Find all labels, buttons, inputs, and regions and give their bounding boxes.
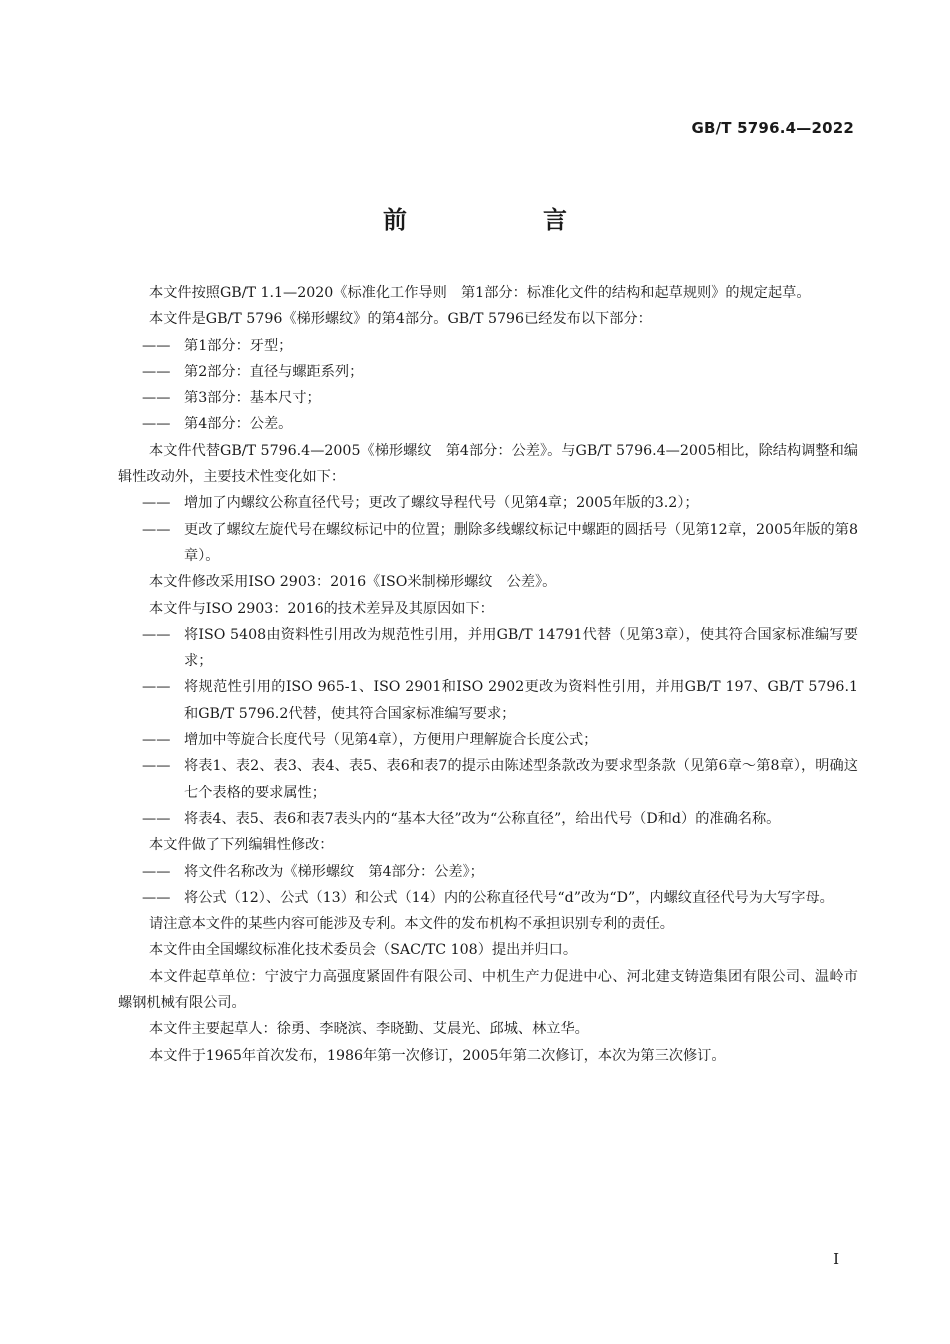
list-dash: —— <box>142 390 171 407</box>
list-item <box>118 490 858 516</box>
list-item <box>118 517 858 570</box>
list-dash: —— <box>142 863 171 880</box>
list-item <box>118 333 858 359</box>
list-item-text: 将文件名称改为《梯形螺纹 第4部分：公差》； <box>184 863 484 880</box>
paragraph: 本文件按照GB/T 1.1—2020《标准化工作导则 第1部分：标准化文件的结构和起草规则》的规定起草。 <box>149 285 811 301</box>
list-item-text: 第3部分：基本尺寸； <box>184 390 321 407</box>
list-item <box>118 359 858 385</box>
list-item <box>118 385 858 411</box>
list-item <box>118 622 858 675</box>
paragraph: 本文件与ISO 2903：2016的技术差异及其原因如下： <box>149 600 494 617</box>
list-item-text: 将表1、表2、表3、表4、表5、表6和表7的提示由陈述型条款改为要求型条款（见第6章～第8章），明确这七个表格的要求属性； <box>184 758 858 801</box>
paragraph: 本文件做了下列编辑性修改： <box>149 837 334 854</box>
list-item <box>118 727 858 753</box>
list-dash: —— <box>142 679 171 696</box>
document-body <box>118 280 858 1069</box>
list-item <box>118 753 858 806</box>
standard-code: GB/T 5796.4—2022 <box>691 119 854 137</box>
paragraph: 本文件由全国螺纹标准化技术委员会（SAC/TC 108）提出并归口。 <box>149 942 578 959</box>
list-dash: —— <box>142 810 171 827</box>
list-dash: —— <box>142 889 171 906</box>
list-item <box>118 885 858 911</box>
paragraph: 请注意本文件的某些内容可能涉及专利。本文件的发布机构不承担识别专利的责任。 <box>149 916 674 933</box>
list-item-text: 将表4、表5、表6和表7表头内的“基本大径”改为“公称直径”，给出代号（D和d）的准确名称。 <box>184 810 781 827</box>
paragraph: 本文件是GB/T 5796《梯形螺纹》的第4部分。GB/T 5796已经发布以下部分： <box>149 311 652 328</box>
list-item-text: 将公式（12）、公式（13）和公式（14）内的公称直径代号“d”改为“D”，内螺纹直径代号为大写字母。 <box>184 889 834 906</box>
list-dash: —— <box>142 337 171 354</box>
paragraph: 本文件修改采用ISO 2903：2016《ISO米制梯形螺纹 公差》。 <box>149 574 557 591</box>
list-dash: —— <box>142 732 171 749</box>
list-item-text: 将ISO 5408由资料性引用改为规范性引用，并用GB/T 14791代替（见第3章），使其符合国家标准编写要求； <box>184 626 858 670</box>
list-dash: —— <box>142 521 171 538</box>
list-item-text: 第2部分：直径与螺距系列； <box>184 363 364 380</box>
list-dash: —— <box>142 758 171 775</box>
paragraph: 本文件主要起草人：徐勇、李晓滨、李晓勤、艾晨光、邱城、林立华。 <box>149 1021 589 1038</box>
list-item <box>118 411 858 437</box>
list-dash: —— <box>142 363 171 380</box>
list-dash: —— <box>142 495 171 512</box>
page-title: 前 言 <box>383 206 623 234</box>
list-item-text: 将规范性引用的ISO 965-1、ISO 2901和ISO 2902更改为资料性引用，并用GB/T 197、GB/T 5796.1和GB/T 5796.2代替，使其符合国家标准编写要求； <box>184 679 858 722</box>
list-item-text: 第4部分：公差。 <box>184 416 293 433</box>
list-item-text: 增加中等旋合长度代号（见第4章），方便用户理解旋合长度公式； <box>184 732 598 749</box>
paragraph: 本文件代替GB/T 5796.4—2005《梯形螺纹 第4部分：公差》。与GB/T 5796.4—2005相比，除结构调整和编辑性改动外，主要技术性变化如下： <box>118 442 858 486</box>
list-item <box>118 806 858 832</box>
page-number: I <box>833 1250 839 1268</box>
list-item-text: 更改了螺纹左旋代号在螺纹标记中的位置；删除多线螺纹标记中螺距的圆括号（见第12章，2005年版的第8章）。 <box>184 521 858 564</box>
list-item-text: 增加了内螺纹公称直径代号；更改了螺纹导程代号（见第4章；2005年版的3.2）； <box>184 495 699 512</box>
paragraph: 本文件起草单位：宁波宁力高强度紧固件有限公司、中机生产力促进中心、河北建支铸造集团有限公司、温岭市螺钢机械有限公司。 <box>118 968 858 1012</box>
list-dash: —— <box>142 416 171 433</box>
list-item-text: 第1部分：牙型； <box>184 337 293 354</box>
list-dash: —— <box>142 626 171 643</box>
paragraph: 本文件于1965年首次发布，1986年第一次修订，2005年第二次修订，本次为第三次修订。 <box>149 1047 726 1064</box>
list-item <box>118 859 858 885</box>
list-item <box>118 674 858 727</box>
